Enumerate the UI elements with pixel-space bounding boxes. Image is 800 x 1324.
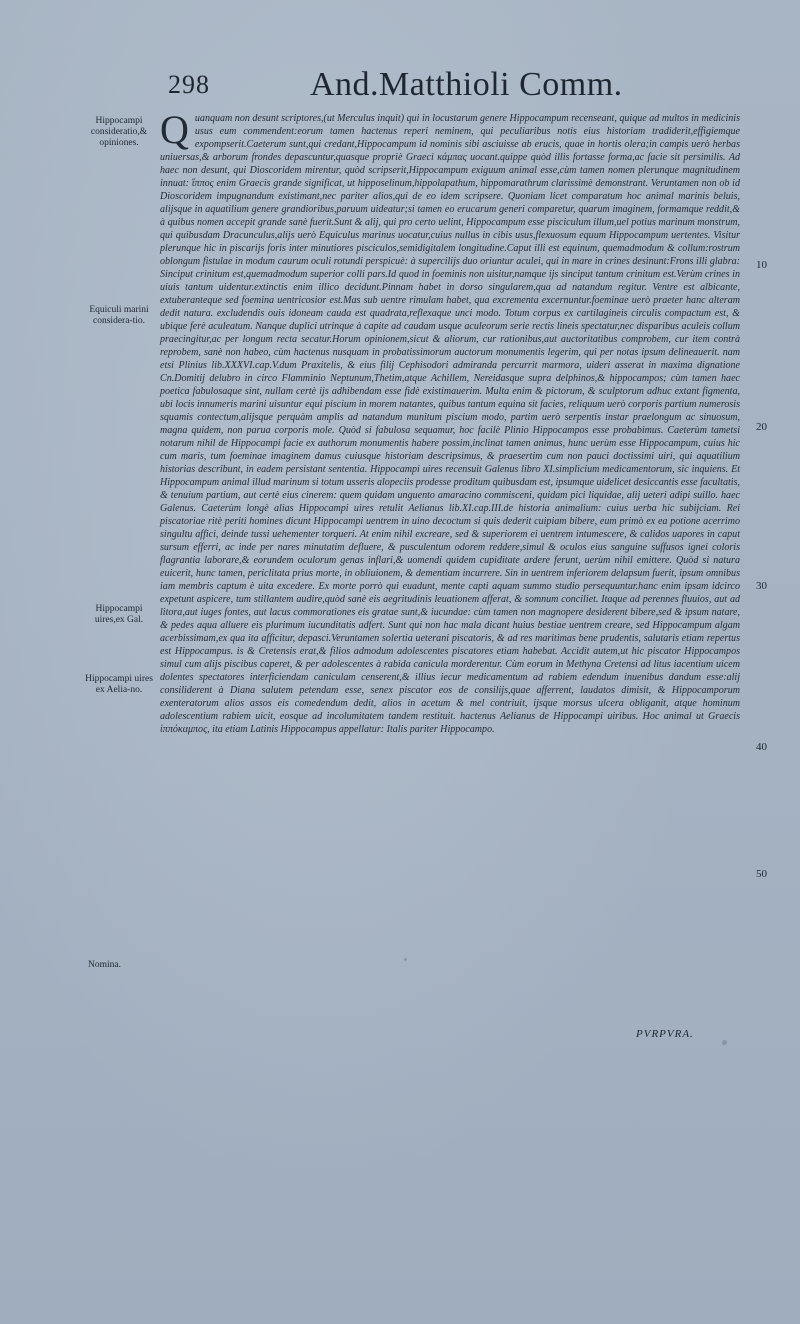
- paper-speck: [404, 958, 407, 961]
- running-title: And.Matthioli Comm.: [310, 66, 623, 103]
- margin-note-hippocampi-uires-aeliano: Hippocampi uires ex Aelia-no.: [85, 674, 153, 695]
- commentary-body: [160, 107, 740, 736]
- page-header: [160, 66, 640, 106]
- page-number: 298: [168, 70, 210, 99]
- line-number-50: 50: [756, 868, 767, 880]
- commentary-paragraph: uanquam non desunt scriptores,(ut Merculus inquit) qui in locustarum genere Hippocampum recenseant, quique ad multos in medicinis usus eum commendent:eorum tamen hactenus reperi neminem, qui peculiaribus notis eius historiam tradiderit,effigiemque expompserit.Caeterum sunt,qui credant,Hippocampum id nominis sibi asciuisse ab erucis, quae in hortis olera;in campis uerò herbas uniuersas,& arborum frondes depascuntur,quasque propriè Graeci κάμπας uocant.quippe quòd illis fortasse forma,ac facie sit persimilis. Ad haec non desunt, qui Dioscoridem mirentur, quòd scripserit,Hippocampum exiguum animal esse,cùm tamen nomen plerunque magnitudinem innuat: ἵππος enim Graecis grande significat, ut hipposelinum,hippolapathum, hippomarathrum clarissimè demonstrant. Veruntamen non ob id Dioscoridem impugnandum existimant,nec pariter alios,qui de eo idem scripsere. Quoniam licet comparatum hoc animal marinis beluis, alijsque in aquatilium genere grandioribus,paruum uideatur;si tamen eo erucarum generi comparetur, quarum imaginem, formamque reddit,& à quibus nomen accepit grande sanè fuerit.Sunt & alij, qui pro certo uelint, Hippocampum esse pisciculum illum,uel potius marinum monstrum, qui quibusdam Dracunculus,alijs uerò Equiculus marinus uocatur,cuius nullus in cibis usus,flexuosum equum Hippocampum uertentes. Visitur plerunque hic in piscarijs foris inter minutiores pisciculos,semidigitalem longitudine.Caput illi est equinum, quemadmodum & collum:rostrum oblongum fistulae in modum caurum oculi rotundi perspicuè: à supercilijs duo oriuntur aculei, qui in mare in crines desinunt:Frons illi glabra: Sinciput crinitum est,quemadmodum superior colli pars.Id quod in foeminis non uisitur,namque ijs sinciput tantum crinitum est.Verùm crines in uiuis tantum uidentur.extinctis enim illico decidunt.Pinnam habet in dorso singularem,qua ad natandum regitur. Ventre est albicante, extuberanteque sed foemina uentricosior est.Mas sub uentre rimulam habet, qua excrementa excernuntur.foeminae uerò praeter hanc alteram dedit natura. excludendis ouis idoneam cauda est quadrata,reflexaque unci modo. Totum corpus ex cartilagineis circulis compactum est, & ubique ferè aculeatum. Nanque duplici utrinque à capite ad caudam usque aculeorum serie rectis lineis spectatur,nec disparibus aculeis collum praecingitur,ac per longum recta secatur.Horum opinionem,sicut & aliorum, cur rationibus,aut auctoritatibus comprobem, cur item contrà reprobem, sanè non habeo, cùm hactenus nusquam in probatissimorum auctorum monumentis legerim, qui per notas ipsum delineauerit. nam etsi Plinius lib.XXXVI.cap.V.dum Praxitelis, & eius filij Cephisodori admiranda percurrit marmora, uideri asserat in maxima dignatione Cn.Domitij delubro in circo Flamminio Neptunum,Thetim,atque Achillem, Nereidasque supra delphinos,& hippocampos; cùm tamen haec poetica fabulosaque sint, nullam certè ijs adhibendam esse fidè existimauerim. Multa enim & pictorum, & sculptorum adhuc extant figmenta, ubi locis innumeris marini uisuntur equi piscium in morem natantes, quibus tantum equina sit facies, reliquum uerò corporis partium numerosis squamis contectum,alijsque perquàm amplis ad natandum munitum piscium modo, partim uerò serpentis instar praelongum ac sinuosum, magna quidem, non parua corporis mole. Quòd si fabulosa sequamur, hoc facilè Plinio Hippocampos esse probabimus. Caeterùm tametsi notarum nihil de Hippocampi facie ex authorum monumentis habere possim,inclinat tamen animus, hunc uerùm esse Hippocampum, cuius hic cum maris, tum foeminae imaginem damus cuiusque historiam descripsimus, & praesertim cum non pauci doctissimi uiri, qui aquatilium historias describunt, in eadem persistant sententia. Hippocampi uires recensuit Galenus libro XI.simplicium medicamentorum, sic inquiens. Et Hippocampum animal illud marinum si totum usseris alopeciis prodesse proditum quibusdam est, ipsumque uidelicet desiccantis esse facultatis, & tenuium partium, aut certè eius cinerem: quem quidam unguento amaracino commisceni, quidam pici liquidae, alij ueteri adipi suillo. haec Galenus. Caeterùm longè alias Hippocampi uires retulit Aelianus lib.XI.cap.III.de historia animalium: cuius uerba hic subijciam. Rei piscatoriae ritè periti homines dicunt Hippocampi uentrem in uino decoctum si quis dederit cuipiam bibere, eum primò ex ea potione acerrimo singultu affici, deinde tussi uehementer torqueri. At enim nihil excreare, sed & superiorem ei uentrem intumescere, & calidos uapores in caput sursum efferri, ac inde per nares minutatim defluere, & pusculentum odorem reddere,simul & oculos eius sanguine suffusos ignei coloris flagrantia laborare,& eorundem oculorum genas inflari,& uomendi quidem cupiditate ardere ferunt, uerùm nihil emittere. Quòd si natura euicerit, hunc tamen, periclitata prius morte, in obliuionem, & dementiam incurrere. Sin in uentrem inferiorem delapsum fuerit, ipsum omnibus iam membris captum è uita excedere. Ex morte porrò qui euadunt, mente capti aquam summo studio persequuntur.hanc enim ipsam idcirco expetunt aspicere, tum stillantem audire,quòd sanè eis aegritudinis leuationem afferat, & somnum conciliet. Itaque ad perennes fluuios, aut ad litora,aut iuges fontes, aut lacus commorationes eis gratae sunt,& iucundae: cùm tamen non magnopere desiderent bibere,sed & ipsum natare, & pedes aqua alluere eis plurimum iucunditatis adfert. Sunt qui non hac mala dicant huius bestiae uentrem creare, sed Hippocampum algam acerbissimam,ex qua ita afficitur, depasci.Veruntamen solertia ueterani piscatoris, & ad res maritimas bene prudentis, salutaris etiam repertus est Hippocampus. is & Cretensis erat,& filios admodum adolescentes piscatores etiam habebat. Accidit autem,ut hic piscator Hippocampos simul cum alijs piscibus caperet, & per adolescentes à rabida canicula morderentur. Cùm eorum in Methyna Cretensi ad litus iacentium uicem dolentes spectatores interficiendam caniculam censerent,& illius iecur medicamentum ad rabiem edendum inuenibus dandum esse:alij consiliderent à Diana salutem petendam esse, senex piscator eos de consilijs,quae afferrent, laudatos dimisit, & Hippocamporum exenteratorum alios assos eis comedendum dedit, alios in acetum & mel contriuit, ijsque morsus ulcera obliganit, atque hominum adolescentium rabiem uicit, eosque ad incolumitatem tandem restituit. hactenus Aelianus de Hippocampi uiribus. Hoc animal ut Graecis ἱππόκαμπος, ita etiam Latinis Hippocampus appellatur: Italis pariter Hippocampo.: [160, 113, 740, 735]
- line-number-10: 10: [756, 259, 767, 271]
- margin-note-nomina: Nomina.: [88, 960, 121, 970]
- margin-note-equiculi-marini: Equiculi marini considera-tio.: [89, 305, 149, 326]
- paper-speck: [722, 1040, 727, 1045]
- line-number-30: 30: [756, 580, 767, 592]
- margin-note-hippocampi-uires-gal: Hippocampi uires,ex Gal.: [94, 604, 144, 625]
- line-number-20: 20: [756, 421, 767, 433]
- drop-cap: Q: [160, 107, 189, 152]
- line-number-40: 40: [756, 741, 767, 753]
- margin-note-hippocampi-consideratio: Hippocampi consideratio,& opiniones.: [90, 116, 148, 148]
- catchword: PVRPVRA.: [636, 1028, 694, 1040]
